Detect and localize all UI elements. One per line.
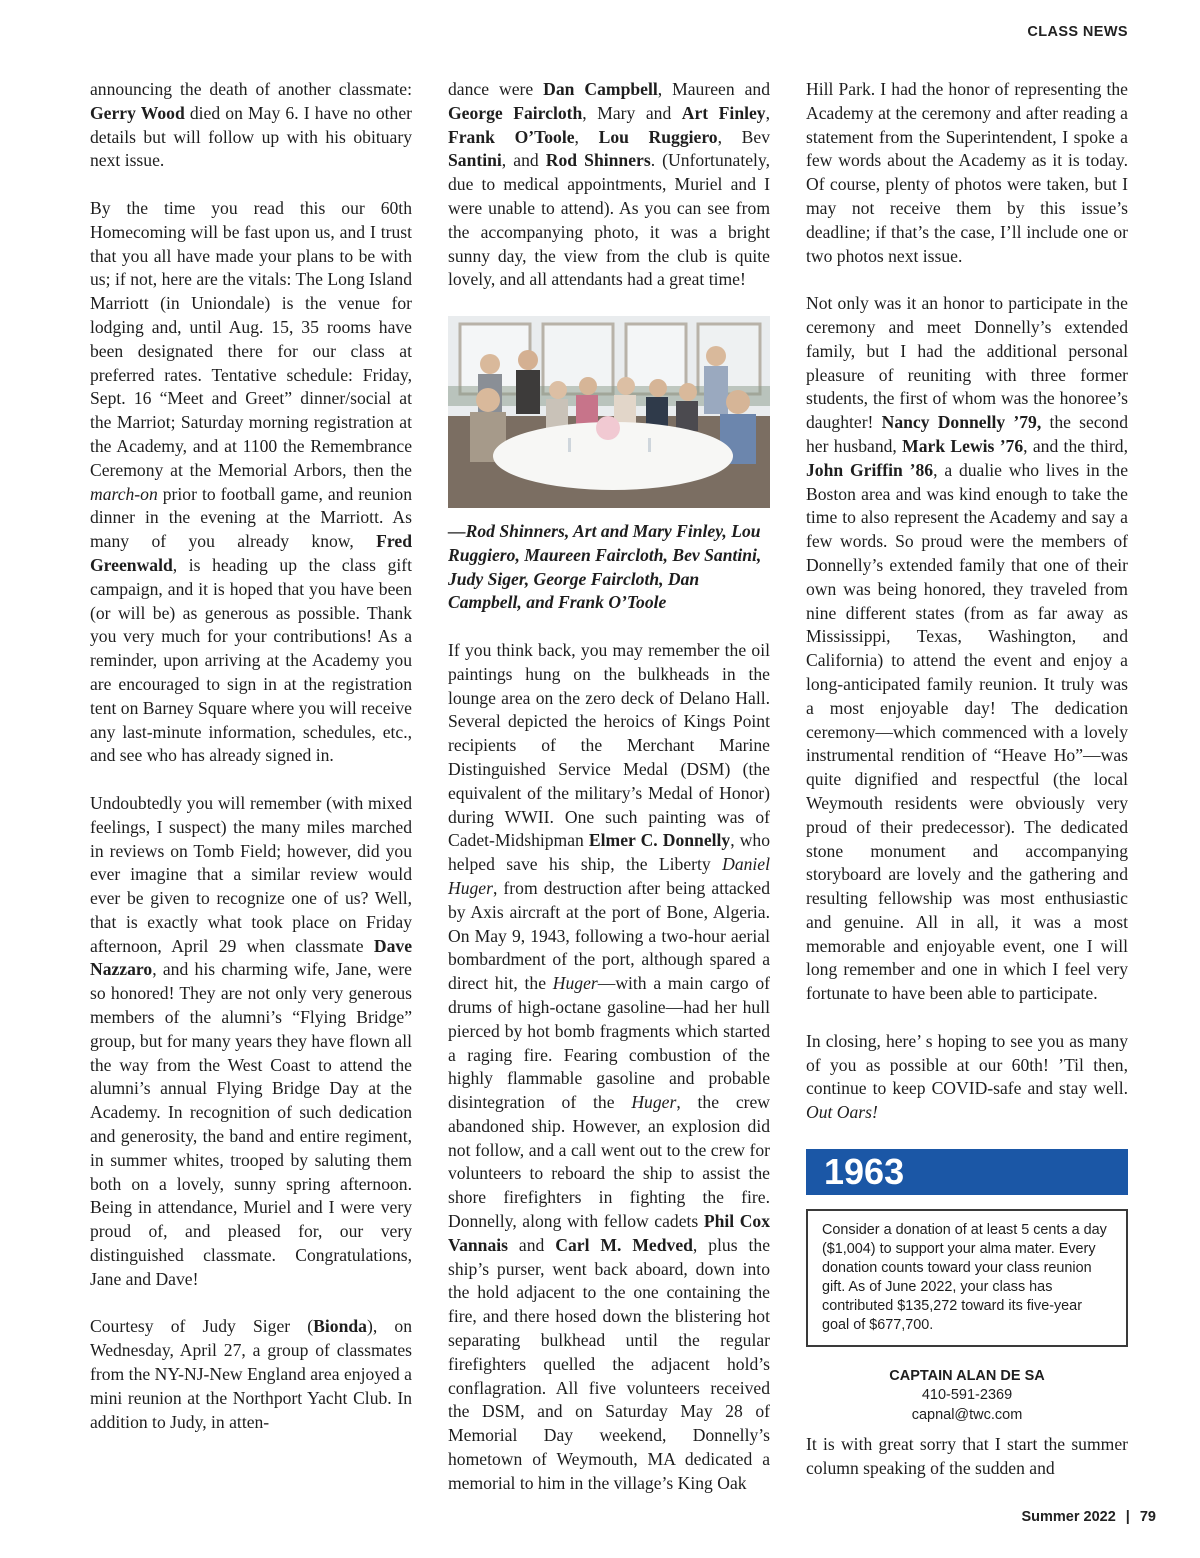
bold-name: Elmer C. Donnelly xyxy=(588,830,731,851)
column-2 xyxy=(448,78,770,1519)
bold-name: George Faircloth xyxy=(448,102,583,123)
bold-name: Gerry Wood xyxy=(90,102,185,123)
paragraph: announcing the death of another classmate: Gerry Wood died on May 6. I have no other details but will follow up with his obituary next issue. xyxy=(90,79,412,171)
column-1 xyxy=(90,78,412,1458)
bold-name: Santini xyxy=(448,150,502,171)
paragraph: Not only was it an honor to participate in the ceremony and meet Donnelly’s extended family, but I had the additional personal pleasure of reuniting with three former students, the first of whom was the honoree’s daughter! Nancy Donnelly ’79, the second her husband, Mark Lewis ’76, and the third, John Griffin ’86, a dualie who lives in the Boston area and was kind enough to take the time to also represent the Academy and say a few words. So proud were the members of Donnelly’s extended family that one of their own was being honored, they traveled from nine different states (from as far away as Mississippi, Texas, Washington, and California) to attend the event and enjoy a long-anticipated family reunion. It truly was a most enjoyable day! The dedication ceremony—which commenced with a lovely instrumental rendition of “Heave Ho”—was quite dignified and respectful (the local Weymouth residents were obviously very proud of their predecessor). The dedicated stone monument and accompanying storyboard are lovely and the gathering and resulting fellowship was most enthusiastic and genuine. All in all, it was a most memorable and enjoyable event, one I will long remember and one in which I feel very fortunate to have been able to participate. xyxy=(806,293,1129,1004)
column-3 xyxy=(806,78,1128,1481)
paragraph: Courtesy of Judy Siger (Bionda), on Wednesday, April 27, a group of classmates from the NY-NJ-New England area enjoyed a mini reunion at the Northport Yacht Club. In addition to Judy, in atten- xyxy=(90,1316,413,1432)
class-year-banner: 1963 xyxy=(806,1149,1128,1195)
column-3-text xyxy=(806,78,1128,1125)
reunion-photo-illustration xyxy=(448,316,770,508)
bold-name: Dan Campbell xyxy=(543,79,658,99)
column-2-top-text xyxy=(448,78,770,292)
page-number: 79 xyxy=(1139,1509,1156,1525)
column-2-bottom-text xyxy=(448,639,770,1496)
bold-name: Carl M. Medved xyxy=(555,1234,693,1255)
paragraph: By the time you read this our 60th Homecoming will be fast upon us, and I trust that you all have made your plans to be with us; if not, here are the vitals: The Long Island Marriott (in Uniondale) is the venue for lodging and, until Aug. 15, 35 rooms have been designated there for our class at preferred rates. Tentative schedule: Friday, Sept. 16 “Meet and Greet” dinner/social at the Marriot; Saturday morning registration at the Academy, and at 1100 the Remembrance Ceremony at the Memorial Arbors, then the march-on prior to football game, and reunion dinner in the evening at the Marriott. As many of you already know, Fred Greenwald, is heading up the class gift campaign, and it is hoped that you have been (or will be) as generous as possible. Thank you very much for your contributions! As a reminder, upon arriving at the Academy you are encouraged to sign in at the registration tent on Barney Square where you will receive any last-minute information, schedules, etc., and see who has already signed in. xyxy=(90,197,412,766)
paragraph: dance were Dan Campbell, Maureen and George Faircloth, Mary and Art Finley, Frank O’Toole, Lou Ruggiero, Bev Santini, and Rod Shinners. (Unfortunately, due to medical appointments, Muriel and I were unable to attend). As you can see from the accompanying photo, it was a bright sunny day, the view from the club is quite lovely, and all attendants had a great time! xyxy=(448,79,771,290)
donation-box: Consider a donation of at least 5 cents a day ($1,004) to support your alma mater. Every donation counts toward your class reunion gift. As of June 2022, your class has contributed $135,272 toward its five-year goal of $677,700. xyxy=(806,1209,1128,1347)
italic-text: Huger xyxy=(631,1092,677,1113)
footer-separator: | xyxy=(1125,1509,1130,1525)
bold-name: Art Finley xyxy=(681,102,766,123)
bold-name: Mark Lewis ’76 xyxy=(902,435,1024,456)
reunion-photo xyxy=(448,316,770,508)
paragraph: In closing, here’ s hoping to see you as many of you as possible at our 60th! ’Til then, continue to keep COVID-safe and stay well. Out Oars! xyxy=(806,1030,1128,1123)
paragraph: Hill Park. I had the honor of representing the Academy at the ceremony and after reading a statement from the Superintendent, I spoke a few words about the Academy as it is today. Of course, plenty of photos were taken, but I may not receive them by this issue’s deadline; if that’s the case, I’ll include one or two photos next issue. xyxy=(806,79,1128,266)
class-correspondent xyxy=(806,1367,1128,1426)
italic-text: Daniel Huger xyxy=(448,854,770,898)
bold-name: Phil Cox Vannais xyxy=(448,1211,770,1255)
photo-caption: —Rod Shinners, Art and Mary Finley, Lou Ruggiero, Maureen Faircloth, Bev Santini, Judy Siger, George Faircloth, Dan Campbell, and Frank O’Toole xyxy=(448,520,762,613)
correspondent-name: CAPTAIN ALAN DE SA xyxy=(889,1367,1045,1384)
italic-text: Huger xyxy=(552,973,598,994)
bold-name: Nancy Donnelly ’79, xyxy=(881,412,1042,433)
bold-name: Bionda xyxy=(313,1316,367,1337)
correspondent-phone: 410-591-2369 xyxy=(921,1387,1013,1404)
bold-name: John Griffin ’86 xyxy=(806,459,934,480)
class-1963-intro: It is with great sorry that I start the summer column speaking of the sudden and xyxy=(806,1434,1128,1479)
italic-text: march-on xyxy=(90,483,158,504)
paragraph: Undoubtedly you will remember (with mixed feelings, I suspect) the many miles marched in reviews on Tomb Field; however, did you ever imagine that a similar review would ever be given to recognize one of us? Well, that is exactly what took place on Friday afternoon, April 29 when classmate Dave Nazzaro, and his charming wife, Jane, were so honored! They are not only very generous members of the alumni’s “Flying Bridge” group, but for many years they have flown all the way from the West Coast to attend the alumni’s annual Flying Bridge Day at the Academy. In recognition of such dedication and generosity, the band and entire regiment, in summer whites, trooped by saluting them both on a lovely, sunny spring afternoon. Being in attendance, Muriel and I were very proud of, and pleased for, our very distinguished classmate. Congratulations, Jane and Dave! xyxy=(90,792,412,1289)
correspondent-email[interactable]: capnal@twc.com xyxy=(911,1406,1023,1423)
section-label: CLASS NEWS xyxy=(1027,24,1128,40)
bold-name: Frank O’Toole xyxy=(448,126,575,147)
bold-name: Rod Shinners xyxy=(545,150,651,171)
page-footer xyxy=(1021,1509,1156,1525)
italic-text: Out Oars! xyxy=(806,1102,878,1123)
bold-name: Fred Greenwald xyxy=(90,531,412,575)
issue-label: Summer 2022 xyxy=(1021,1509,1116,1525)
bold-name: Lou Ruggiero xyxy=(598,126,718,147)
bold-name: Dave Nazzaro xyxy=(90,935,412,980)
paragraph: If you think back, you may remember the oil paintings hung on the bulkheads in the lounge area on the zero deck of Delano Hall. Several depicted the heroics of Kings Point recipients of the Merchant Marine Distinguished Service Medal (DSM) (the equivalent of the military’s Medal of Honor) during WWII. One such painting was of Cadet-Midshipman Elmer C. Donnelly, who helped save his ship, the Liberty Daniel Huger, from destruction after being attacked by Axis aircraft at the port of Bone, Algeria. On May 9, 1943, following a two-hour aerial bombardment of the port, although spared a direct hit, the Huger—with a main cargo of drums of high-octane gasoline—had her hull pierced by hot bomb fragments which started a raging fire. Fearing combustion of the highly flammable gasoline and probable disintegration of the Huger, the crew abandoned ship. However, an explosion did not follow, and a call went out to the crew for volunteers to reboard the ship to assist the shore firefighters in fighting the fire. Donnelly, along with fellow cadets Phil Cox Vannais and Carl M. Medved, plus the ship’s purser, went back aboard, down into the hold adjacent to the one containing the fire, and there hosed down the blistering hot separating bulkhead until the regular firefighters quelled the adjacent hold’s conflagration. All five volunteers received the DSM, and on Saturday May 28 of Memorial Day weekend, Donnelly’s hometown of Weymouth, MA dedicated a memorial to him in the village’s King Oak xyxy=(448,639,771,1493)
